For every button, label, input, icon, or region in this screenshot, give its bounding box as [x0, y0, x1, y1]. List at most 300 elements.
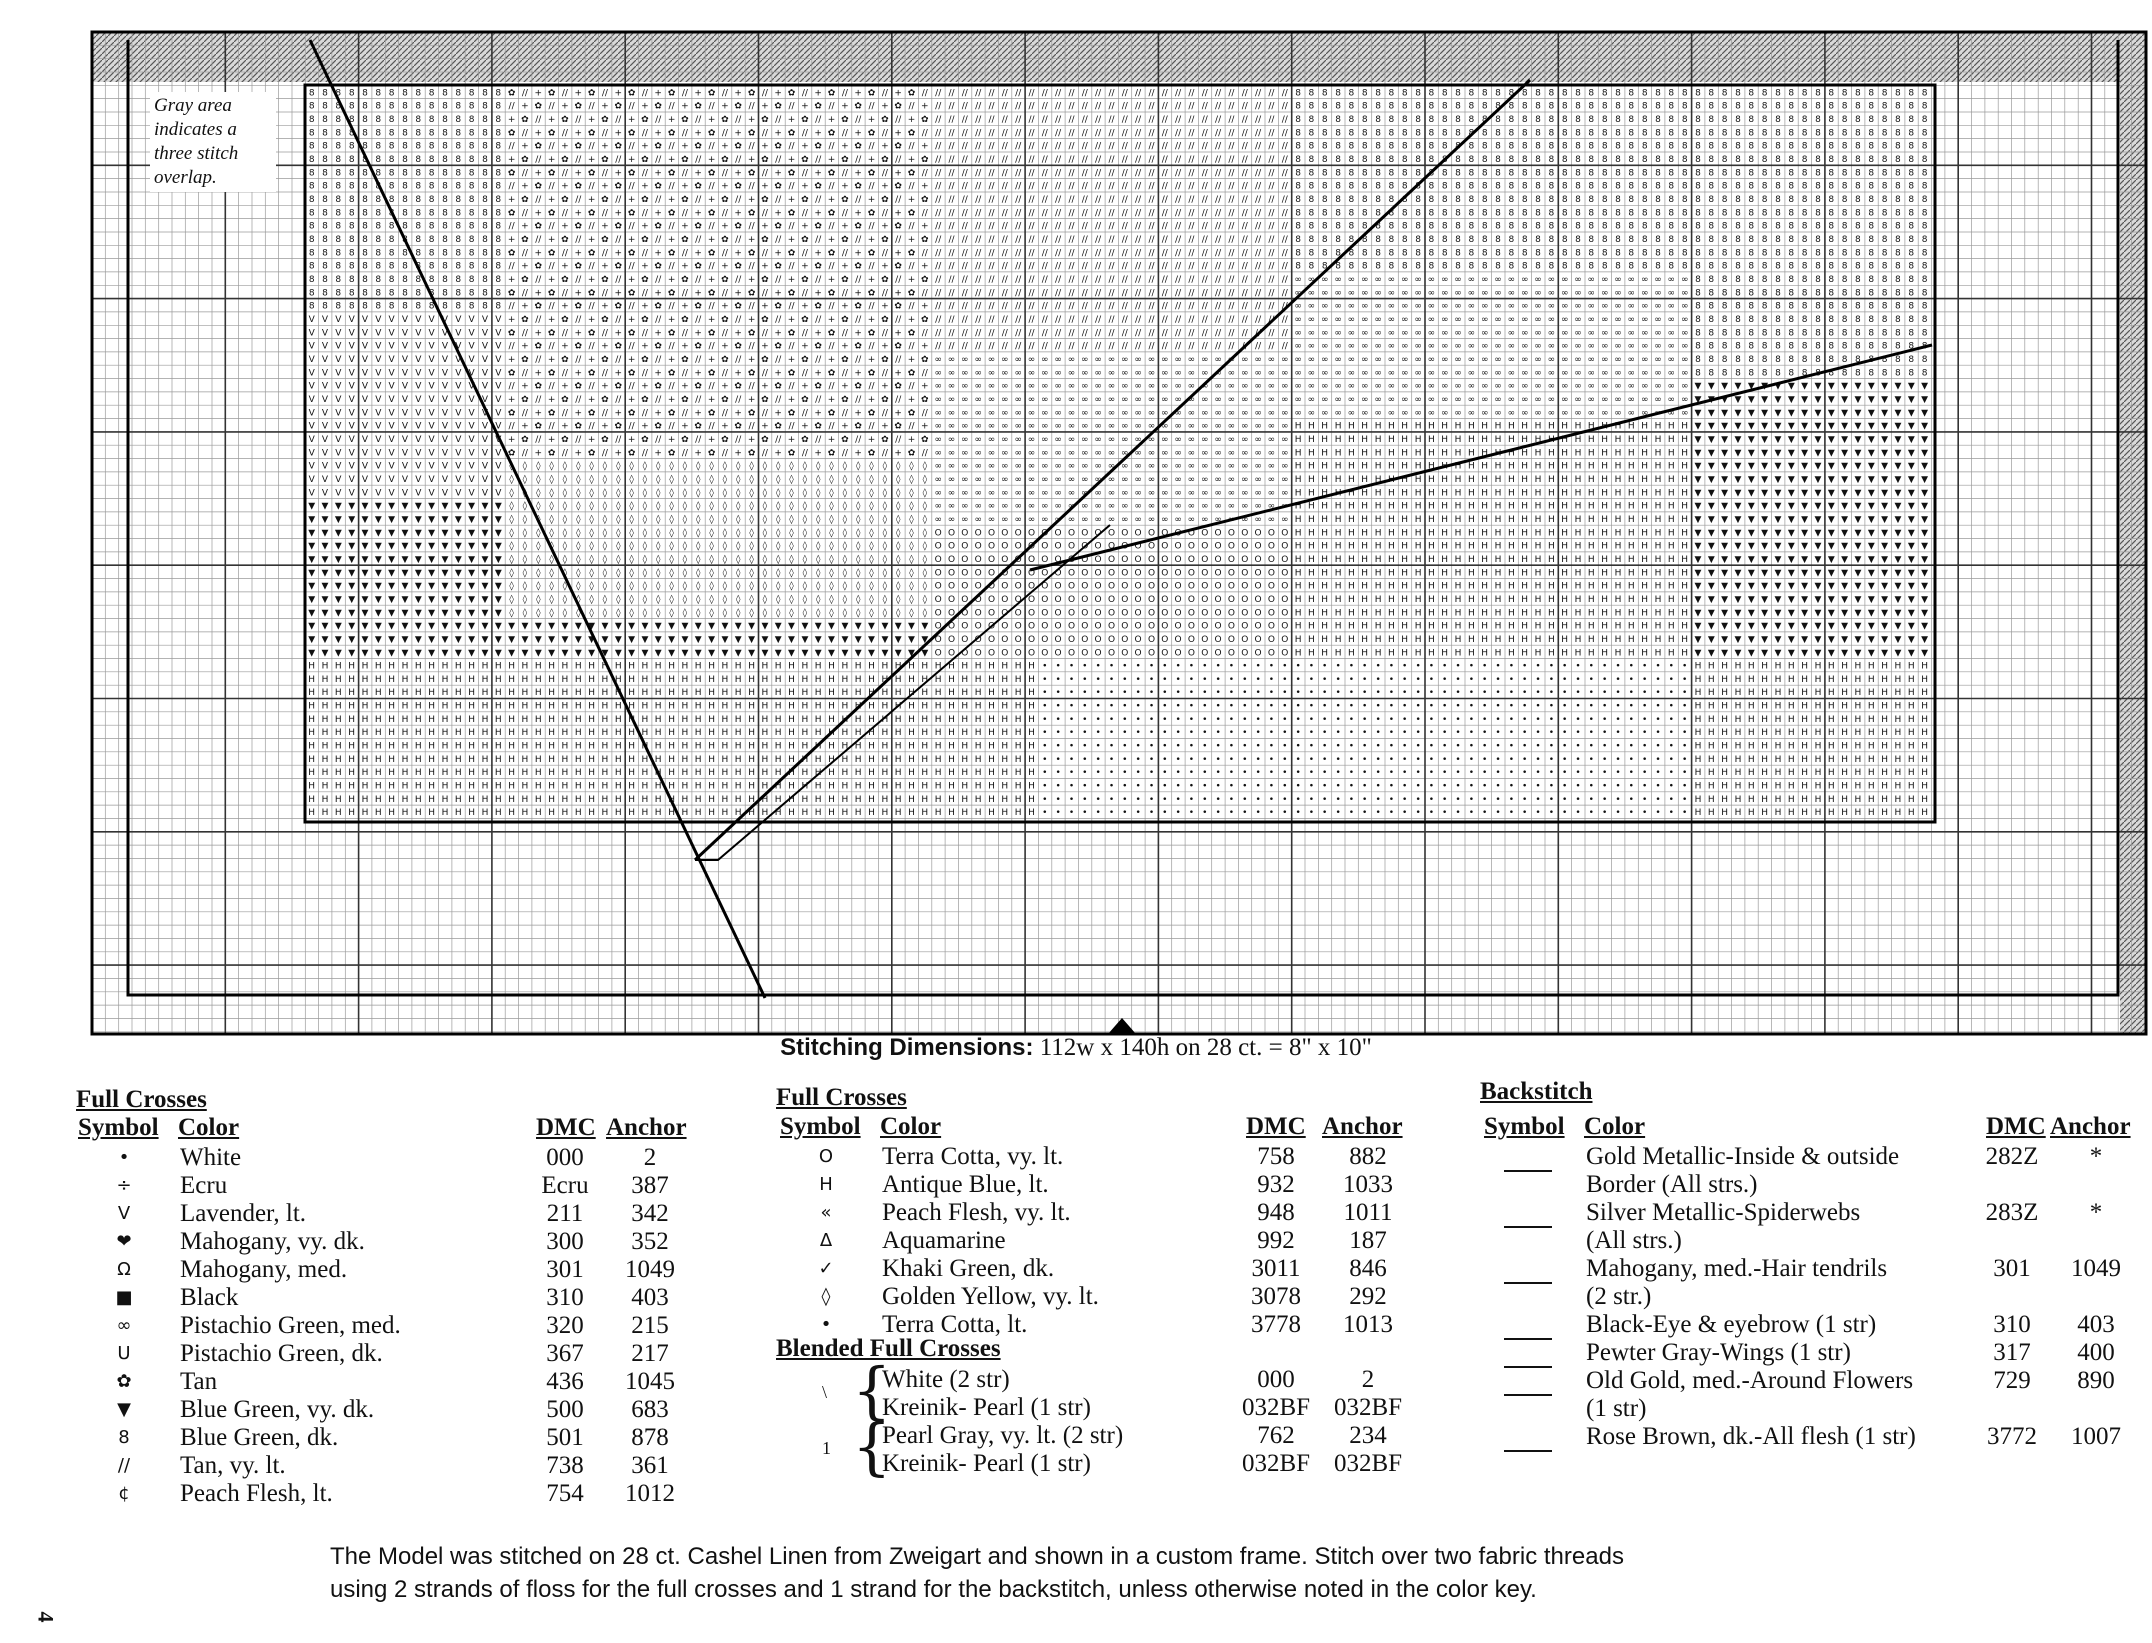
- svg-text:+: +: [615, 168, 623, 178]
- svg-text://: //: [1202, 235, 1209, 245]
- svg-text:V: V: [495, 342, 502, 352]
- svg-text:∞: ∞: [1628, 302, 1636, 312]
- svg-text:+: +: [521, 302, 529, 312]
- svg-text://: //: [1135, 302, 1142, 312]
- svg-text:+: +: [694, 208, 702, 218]
- svg-text:H: H: [1601, 595, 1608, 605]
- svg-text:O: O: [961, 595, 968, 605]
- svg-text:H: H: [1361, 475, 1368, 485]
- svg-text://: //: [1215, 315, 1222, 325]
- svg-text:+: +: [894, 288, 902, 298]
- svg-text:H: H: [1601, 502, 1608, 512]
- svg-text:H: H: [1401, 422, 1408, 432]
- svg-text:∞: ∞: [1201, 462, 1209, 472]
- svg-text:O: O: [1228, 568, 1235, 578]
- svg-text:8: 8: [1389, 195, 1395, 205]
- svg-text://: //: [655, 195, 662, 205]
- svg-text:∞: ∞: [1374, 315, 1382, 325]
- svg-text:8: 8: [362, 102, 368, 112]
- svg-text:8: 8: [1722, 275, 1728, 285]
- svg-text:◊: ◊: [776, 474, 781, 485]
- backstitch-line-symbol: [1504, 1199, 1552, 1227]
- svg-text:◊: ◊: [856, 607, 861, 618]
- svg-text:V: V: [349, 342, 356, 352]
- svg-text:+: +: [774, 128, 782, 138]
- svg-text:8: 8: [1855, 235, 1861, 245]
- svg-text:▼: ▼: [1775, 595, 1782, 605]
- svg-text://: //: [549, 302, 556, 312]
- svg-text:▼: ▼: [1815, 568, 1822, 578]
- svg-text:8: 8: [1748, 195, 1754, 205]
- svg-text:▼: ▼: [1881, 502, 1888, 512]
- svg-text:▼: ▼: [1735, 582, 1742, 592]
- svg-text:+: +: [894, 448, 902, 458]
- svg-text:8: 8: [1868, 155, 1874, 165]
- svg-text:∞: ∞: [1494, 355, 1502, 365]
- svg-text:O: O: [1201, 582, 1208, 592]
- svg-text:8: 8: [1415, 102, 1421, 112]
- svg-text:◊: ◊: [683, 527, 688, 538]
- svg-text:O: O: [1081, 555, 1088, 565]
- svg-text:8: 8: [1522, 208, 1528, 218]
- svg-text:✿: ✿: [814, 422, 822, 432]
- svg-text:◊: ◊: [549, 554, 554, 565]
- svg-text:8: 8: [1628, 235, 1634, 245]
- svg-text:◊: ◊: [656, 554, 661, 565]
- svg-text:∞: ∞: [1268, 355, 1276, 365]
- svg-text:▼: ▼: [1854, 408, 1861, 418]
- svg-text:8: 8: [1322, 142, 1328, 152]
- svg-text:▼: ▼: [1841, 568, 1848, 578]
- svg-text://: //: [735, 395, 742, 405]
- svg-text:◊: ◊: [629, 594, 634, 605]
- svg-text:8: 8: [455, 248, 461, 258]
- svg-text:∞: ∞: [1308, 368, 1316, 378]
- svg-text:◊: ◊: [683, 607, 688, 618]
- svg-text:▼: ▼: [1881, 475, 1888, 485]
- svg-text:▼: ▼: [1868, 582, 1875, 592]
- svg-text:H: H: [1628, 568, 1635, 578]
- svg-text:▼: ▼: [1708, 502, 1715, 512]
- svg-text:∞: ∞: [1148, 382, 1156, 392]
- svg-text://: //: [682, 208, 689, 218]
- svg-text:8: 8: [1349, 208, 1355, 218]
- svg-text:▼: ▼: [322, 515, 329, 525]
- svg-text://: //: [842, 128, 849, 138]
- svg-text:H: H: [1548, 568, 1555, 578]
- svg-text:8: 8: [1828, 262, 1834, 272]
- svg-text:∞: ∞: [1081, 422, 1089, 432]
- svg-text://: //: [1015, 302, 1022, 312]
- svg-text://: //: [1228, 182, 1235, 192]
- svg-text:+: +: [654, 128, 662, 138]
- svg-text://: //: [1015, 102, 1022, 112]
- svg-text:◊: ◊: [603, 594, 608, 605]
- svg-text:+: +: [881, 382, 889, 392]
- svg-text:8: 8: [1562, 168, 1568, 178]
- svg-text:✿: ✿: [641, 315, 649, 325]
- svg-text:◊: ◊: [896, 581, 901, 592]
- svg-text:+: +: [868, 115, 876, 125]
- svg-text://: //: [948, 128, 955, 138]
- svg-text:∞: ∞: [1614, 342, 1622, 352]
- svg-text:8: 8: [389, 142, 395, 152]
- svg-text:+: +: [561, 422, 569, 432]
- svg-text:▼: ▼: [1815, 488, 1822, 498]
- svg-text:✿: ✿: [641, 395, 649, 405]
- svg-text:8: 8: [1788, 302, 1794, 312]
- svg-text:8: 8: [1775, 288, 1781, 298]
- svg-text:H: H: [1441, 528, 1448, 538]
- svg-text:∞: ∞: [1081, 355, 1089, 365]
- svg-text:V: V: [482, 435, 489, 445]
- svg-text://: //: [1095, 222, 1102, 232]
- svg-text:▼: ▼: [335, 595, 342, 605]
- svg-text:▼: ▼: [322, 595, 329, 605]
- svg-text:H: H: [1348, 502, 1355, 512]
- svg-text:O: O: [1095, 528, 1102, 538]
- svg-text:V: V: [322, 395, 329, 405]
- svg-text:H: H: [1561, 488, 1568, 498]
- svg-text:◊: ◊: [549, 461, 554, 472]
- svg-text://: //: [682, 328, 689, 338]
- svg-text:▼: ▼: [1708, 422, 1715, 432]
- svg-text:8: 8: [1575, 195, 1581, 205]
- svg-text:H: H: [1521, 448, 1528, 458]
- svg-text://: //: [1188, 115, 1195, 125]
- svg-text:8: 8: [1815, 102, 1821, 112]
- svg-text:◊: ◊: [629, 607, 634, 618]
- svg-text:∞: ∞: [1054, 502, 1062, 512]
- row-symbol: ¢: [104, 1480, 144, 1508]
- svg-text:+: +: [774, 448, 782, 458]
- svg-text:◊: ◊: [523, 581, 528, 592]
- svg-text:▼: ▼: [1775, 515, 1782, 525]
- svg-text:◊: ◊: [869, 607, 874, 618]
- svg-text:▼: ▼: [428, 568, 435, 578]
- svg-text://: //: [1215, 155, 1222, 165]
- svg-text:8: 8: [1375, 195, 1381, 205]
- svg-text:V: V: [362, 342, 369, 352]
- svg-text:H: H: [1481, 502, 1488, 512]
- svg-text:▼: ▼: [428, 555, 435, 565]
- svg-text://: //: [802, 168, 809, 178]
- svg-text://: //: [1015, 168, 1022, 178]
- svg-text:V: V: [389, 395, 396, 405]
- svg-text:H: H: [1361, 422, 1368, 432]
- svg-text:+: +: [801, 142, 809, 152]
- svg-text:✿: ✿: [801, 395, 809, 405]
- svg-text:H: H: [1495, 582, 1502, 592]
- svg-text:▼: ▼: [1801, 408, 1808, 418]
- svg-text:O: O: [948, 542, 955, 552]
- svg-text://: //: [828, 182, 835, 192]
- svg-text://: //: [1108, 195, 1115, 205]
- svg-text://: //: [669, 142, 676, 152]
- svg-text:◊: ◊: [776, 501, 781, 512]
- svg-text:H: H: [1575, 542, 1582, 552]
- svg-text://: //: [589, 182, 596, 192]
- svg-text:8: 8: [402, 155, 408, 165]
- svg-text://: //: [535, 115, 542, 125]
- svg-text:8: 8: [1455, 128, 1461, 138]
- svg-text:✿: ✿: [628, 368, 636, 378]
- svg-text:H: H: [1588, 568, 1595, 578]
- backstitch-anchor: 403: [2056, 1311, 2136, 1339]
- svg-text:▼: ▼: [482, 502, 489, 512]
- svg-text:▼: ▼: [1788, 408, 1795, 418]
- svg-text://: //: [962, 222, 969, 232]
- svg-text:∞: ∞: [1201, 395, 1209, 405]
- svg-text:O: O: [1281, 542, 1288, 552]
- svg-text://: //: [922, 408, 929, 418]
- svg-text:▼: ▼: [1854, 488, 1861, 498]
- svg-text:+: +: [681, 342, 689, 352]
- svg-text:▼: ▼: [1788, 435, 1795, 445]
- svg-text:8: 8: [1615, 168, 1621, 178]
- svg-text:8: 8: [482, 195, 488, 205]
- svg-text:◊: ◊: [749, 581, 754, 592]
- svg-text:H: H: [1615, 462, 1622, 472]
- svg-text:∞: ∞: [1428, 328, 1436, 338]
- svg-text:8: 8: [1495, 155, 1501, 165]
- svg-text:+: +: [841, 102, 849, 112]
- svg-text:✿: ✿: [561, 155, 569, 165]
- svg-text:∞: ∞: [1654, 395, 1662, 405]
- svg-text:▼: ▼: [1921, 515, 1928, 525]
- svg-text:✿: ✿: [854, 142, 862, 152]
- svg-text:∞: ∞: [1681, 355, 1689, 365]
- svg-text:✿: ✿: [694, 382, 702, 392]
- svg-text:8: 8: [1855, 342, 1861, 352]
- backstitch-dmc: 283Z: [1972, 1199, 2052, 1227]
- svg-text:∞: ∞: [1561, 342, 1569, 352]
- svg-text:▼: ▼: [1881, 382, 1888, 392]
- svg-text:∞: ∞: [1361, 288, 1369, 298]
- svg-text:8: 8: [1828, 328, 1834, 338]
- svg-text:∞: ∞: [1228, 502, 1236, 512]
- col-symbol: Symbol: [780, 1113, 861, 1141]
- svg-text:8: 8: [1895, 115, 1901, 125]
- svg-text:▼: ▼: [362, 595, 369, 605]
- svg-text:8: 8: [1402, 142, 1408, 152]
- svg-text://: //: [1122, 102, 1129, 112]
- svg-text://: //: [1068, 155, 1075, 165]
- svg-text://: //: [1028, 142, 1035, 152]
- svg-text:8: 8: [1549, 142, 1555, 152]
- svg-text:◊: ◊: [616, 567, 621, 578]
- svg-text:+: +: [774, 368, 782, 378]
- svg-text:8: 8: [1895, 195, 1901, 205]
- svg-text:∞: ∞: [1081, 475, 1089, 485]
- svg-text:∞: ∞: [1334, 288, 1342, 298]
- svg-text:H: H: [1321, 515, 1328, 525]
- svg-text:▼: ▼: [322, 555, 329, 565]
- svg-text://: //: [1188, 342, 1195, 352]
- svg-text:▼: ▼: [1881, 462, 1888, 472]
- svg-text:+: +: [854, 288, 862, 298]
- svg-text://: //: [962, 195, 969, 205]
- svg-text:◊: ◊: [576, 607, 581, 618]
- svg-text:▼: ▼: [1775, 555, 1782, 565]
- svg-text:H: H: [1321, 502, 1328, 512]
- svg-text:▼: ▼: [1695, 382, 1702, 392]
- svg-text:✿: ✿: [894, 142, 902, 152]
- svg-text:◊: ◊: [669, 474, 674, 485]
- svg-text:∞: ∞: [1228, 488, 1236, 498]
- svg-text:◊: ◊: [523, 567, 528, 578]
- svg-text:▼: ▼: [1921, 555, 1928, 565]
- svg-text:8: 8: [1682, 155, 1688, 165]
- svg-text:◊: ◊: [563, 581, 568, 592]
- svg-text:H: H: [1321, 568, 1328, 578]
- svg-text:∞: ∞: [1134, 395, 1142, 405]
- svg-text:8: 8: [1522, 155, 1528, 165]
- svg-text:∞: ∞: [1308, 275, 1316, 285]
- svg-text:8: 8: [1522, 182, 1528, 192]
- svg-text:∞: ∞: [1481, 328, 1489, 338]
- svg-text:V: V: [429, 448, 436, 458]
- svg-text:H: H: [1308, 475, 1315, 485]
- svg-text:8: 8: [1842, 235, 1848, 245]
- svg-text:◊: ◊: [603, 541, 608, 552]
- svg-text://: //: [802, 88, 809, 98]
- svg-text:8: 8: [1788, 195, 1794, 205]
- svg-text:8: 8: [469, 142, 475, 152]
- svg-text:H: H: [1535, 555, 1542, 565]
- svg-text:▼: ▼: [308, 568, 315, 578]
- svg-text:+: +: [575, 208, 583, 218]
- svg-text:V: V: [429, 355, 436, 365]
- svg-text:✿: ✿: [908, 448, 916, 458]
- svg-text://: //: [1082, 208, 1089, 218]
- svg-text:H: H: [1441, 542, 1448, 552]
- svg-text://: //: [602, 408, 609, 418]
- svg-text:◊: ◊: [776, 581, 781, 592]
- svg-text:◊: ◊: [563, 567, 568, 578]
- svg-text:◊: ◊: [869, 567, 874, 578]
- svg-text:8: 8: [1335, 168, 1341, 178]
- svg-text:▼: ▼: [415, 528, 422, 538]
- svg-text:+: +: [721, 142, 729, 152]
- svg-text://: //: [722, 288, 729, 298]
- svg-text:◊: ◊: [816, 514, 821, 525]
- svg-text:▼: ▼: [1894, 448, 1901, 458]
- svg-text:8: 8: [1375, 208, 1381, 218]
- svg-text://: //: [1268, 302, 1275, 312]
- svg-text:▼: ▼: [1801, 382, 1808, 392]
- svg-text:∞: ∞: [1534, 315, 1542, 325]
- svg-text:+: +: [601, 102, 609, 112]
- svg-text:H: H: [1655, 555, 1662, 565]
- svg-text:∞: ∞: [1401, 408, 1409, 418]
- svg-text:8: 8: [1309, 248, 1315, 258]
- svg-text:8: 8: [1748, 342, 1754, 352]
- svg-text:▼: ▼: [1828, 502, 1835, 512]
- svg-text:∞: ∞: [1174, 368, 1182, 378]
- svg-text://: //: [549, 342, 556, 352]
- row-color: Pistachio Green, med.: [180, 1312, 401, 1340]
- row-symbol: ÷: [104, 1172, 144, 1200]
- svg-text://: //: [935, 155, 942, 165]
- svg-text:▼: ▼: [1841, 528, 1848, 538]
- svg-text:8: 8: [1429, 115, 1435, 125]
- svg-text://: //: [602, 288, 609, 298]
- svg-text:8: 8: [1708, 168, 1714, 178]
- svg-text:∞: ∞: [1348, 368, 1356, 378]
- svg-text://: //: [1255, 275, 1262, 285]
- svg-text:▼: ▼: [1841, 595, 1848, 605]
- svg-text:▼: ▼: [1854, 515, 1861, 525]
- svg-text:◊: ◊: [563, 487, 568, 498]
- svg-text:◊: ◊: [803, 607, 808, 618]
- svg-text:✿: ✿: [615, 422, 623, 432]
- svg-text:O: O: [1095, 555, 1102, 565]
- svg-text://: //: [788, 422, 795, 432]
- svg-text:8: 8: [1735, 248, 1741, 258]
- svg-text://: //: [882, 408, 889, 418]
- svg-text:▼: ▼: [402, 502, 409, 512]
- svg-text:H: H: [1548, 462, 1555, 472]
- svg-text:+: +: [721, 182, 729, 192]
- svg-text:H: H: [1375, 422, 1382, 432]
- svg-text:8: 8: [322, 302, 328, 312]
- svg-text:▼: ▼: [1815, 502, 1822, 512]
- svg-text:▼: ▼: [1748, 382, 1755, 392]
- row-dmc: 320: [530, 1312, 600, 1340]
- svg-text:8: 8: [1815, 208, 1821, 218]
- svg-text:8: 8: [495, 222, 501, 232]
- svg-text:H: H: [1668, 555, 1675, 565]
- svg-text:8: 8: [1695, 222, 1701, 232]
- svg-text://: //: [1202, 208, 1209, 218]
- svg-text://: //: [1148, 275, 1155, 285]
- svg-text:8: 8: [1868, 275, 1874, 285]
- svg-text:∞: ∞: [1334, 355, 1342, 365]
- svg-text:8: 8: [1429, 88, 1435, 98]
- svg-text:∞: ∞: [1681, 288, 1689, 298]
- svg-text:◊: ◊: [856, 554, 861, 565]
- svg-text:∞: ∞: [1361, 408, 1369, 418]
- svg-text:O: O: [1028, 582, 1035, 592]
- svg-text://: //: [1242, 342, 1249, 352]
- svg-text:◊: ◊: [883, 527, 888, 538]
- svg-text:∞: ∞: [1041, 515, 1049, 525]
- svg-text://: //: [1028, 155, 1035, 165]
- svg-text:8: 8: [1775, 168, 1781, 178]
- svg-text:8: 8: [1788, 368, 1794, 378]
- svg-text://: //: [1162, 315, 1169, 325]
- svg-text:8: 8: [1349, 142, 1355, 152]
- svg-text:H: H: [1641, 582, 1648, 592]
- svg-text:H: H: [1415, 488, 1422, 498]
- svg-text:8: 8: [1402, 115, 1408, 125]
- svg-text://: //: [669, 222, 676, 232]
- svg-text:∞: ∞: [1228, 462, 1236, 472]
- svg-text://: //: [1095, 328, 1102, 338]
- svg-text:◊: ◊: [896, 527, 901, 538]
- svg-text:∞: ∞: [1401, 382, 1409, 392]
- svg-text:V: V: [495, 422, 502, 432]
- svg-text:+: +: [814, 408, 822, 418]
- svg-text:◊: ◊: [589, 474, 594, 485]
- svg-text:8: 8: [1309, 115, 1315, 125]
- svg-text:◊: ◊: [723, 567, 728, 578]
- svg-text:◊: ◊: [923, 567, 928, 578]
- svg-text:H: H: [1308, 488, 1315, 498]
- svg-text:V: V: [495, 435, 502, 445]
- svg-text:+: +: [561, 102, 569, 112]
